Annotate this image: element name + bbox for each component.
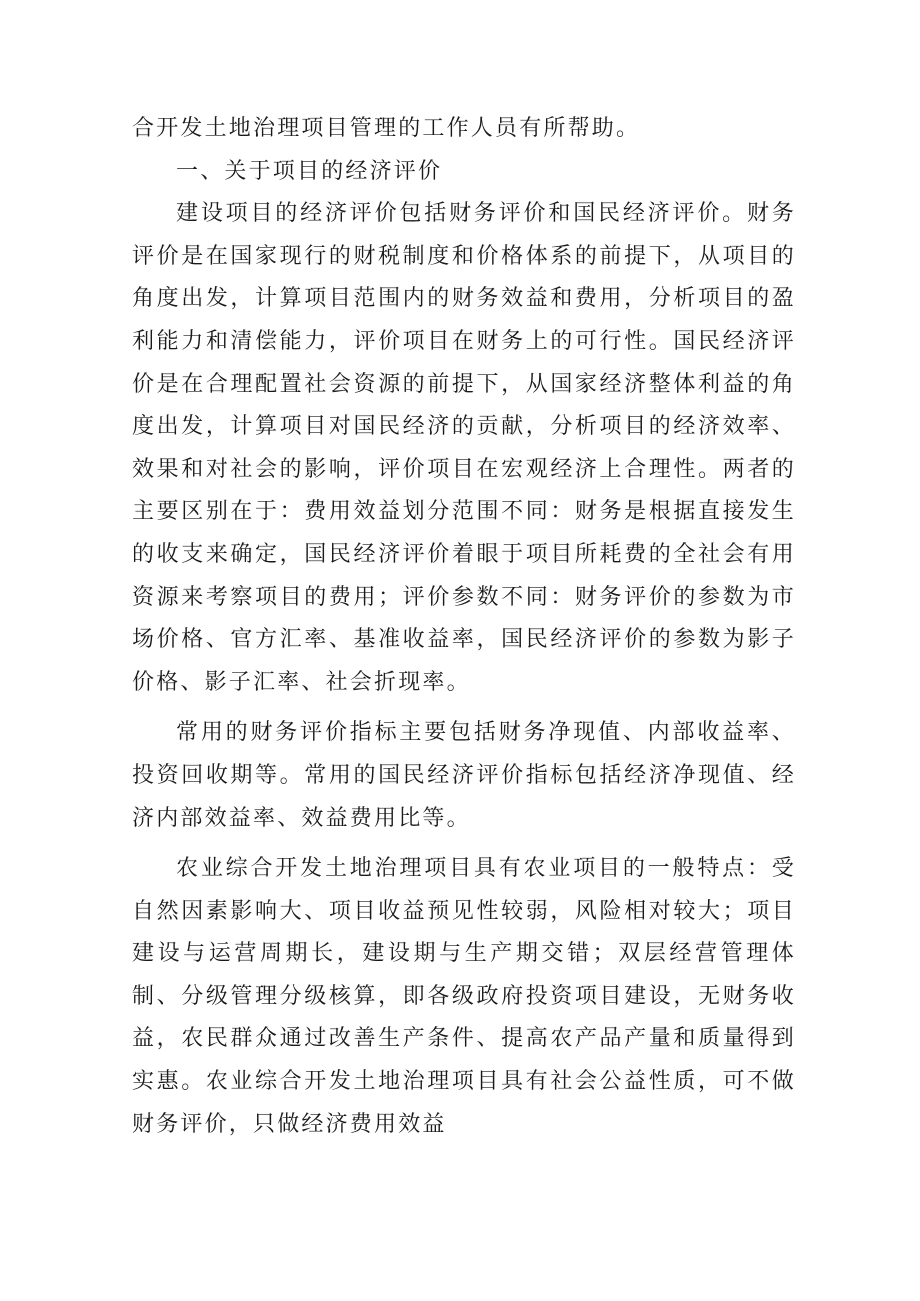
- paragraph-economic-evaluation: 建设项目的经济评价包括财务评价和国民经济评价。财务评价是在国家现行的财税制度和价格体系的前提下，从项目的角度出发，计算项目范围内的财务效益和费用，分析项目的盈利能力和清偿能力，评价项目在财务上的可行性。国民经济评价是在合理配置社会资源的前提下，从国家经济整体利益的角度出发，计算项目对国民经济的贡献，分析项目的经济效率、效果和对社会的影响，评价项目在宏观经济上合理性。两者的主要区别在于：费用效益划分范围不同：财务是根据直接发生的收支来确定，国民经济评价着眼于项目所耗费的全社会有用资源来考察项目的费用；评价参数不同：财务评价的参数为市场价格、官方汇率、基准收益率，国民经济评价的参数为影子价格、影子汇率、社会折现率。: [132, 201, 796, 695]
- paragraph-continuation: 合开发土地治理项目管理的工作人员有所帮助。: [132, 116, 641, 141]
- document-body: [132, 108, 796, 1146]
- paragraph-common-indicators: 常用的财务评价指标主要包括财务净现值、内部收益率、投资回收期等。常用的国民经济评价指标包括经济净现值、经济内部效益率、效益费用比等。: [132, 720, 796, 831]
- section-heading: 一、关于项目的经济评价: [176, 158, 443, 184]
- paragraph-agricultural-projects: 农业综合开发土地治理项目具有农业项目的一般特点：受自然因素影响大、项目收益预见性较弱，风险相对较大；项目建设与运营周期长，建设期与生产期交错；双层经营管理体制、分级管理分级核算，即各级政府投资项目建设，无财务收益，农民群众通过改善生产条件、提高农产品产量和质量得到实惠。农业综合开发土地治理项目具有社会公益性质，可不做财务评价，只做经济费用效益: [132, 856, 796, 1137]
